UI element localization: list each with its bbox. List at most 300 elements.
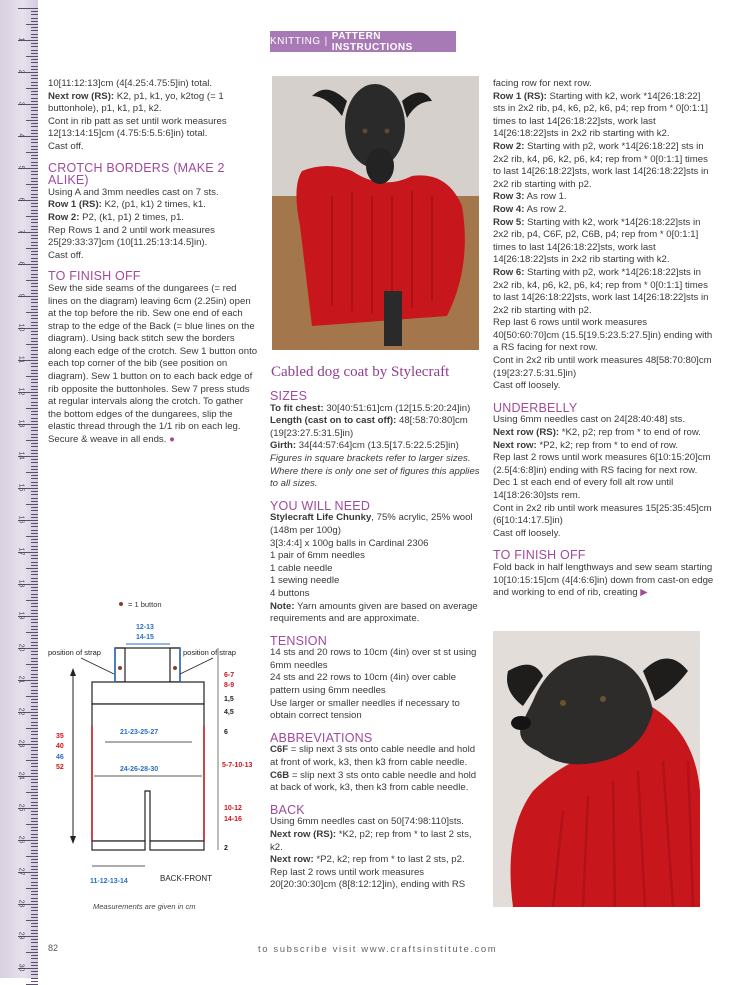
length: Length (cast on to cast off): 48[:58:70:80]cm (19[23:27.5:31.5]in) [270,415,468,439]
ruler-tick [31,917,38,918]
ruler-tick [31,306,38,307]
ruler-tick [31,18,38,19]
ruler-tick [31,389,38,390]
ruler-tick [31,347,38,348]
ruler-tick [31,190,38,191]
ruler-tick [31,130,38,131]
ruler-tick [26,824,38,825]
ruler-tick [31,581,38,582]
ruler-tick [26,24,38,25]
ruler-tick [31,482,38,483]
column-right: facing row for next row. Row 1 (RS): Starting with k2, work *14[26:18:22] sts in 2x2 rib, p4, k6, p2, k6, p4; rep from * 0[0:1:1] times to last 14[26:18:22]sts, work last 14[26:18:22]sts in 2x2 rib starting with k2. Row 2: Starting with p2, work *14[26:18:22] sts in 2x2 rib, k4, p6, k2, p6, k4; rep from * 0[0:1:1] times to last 14[26:18:22]sts, work last 14[26:18:22]sts in 2x2 rib starting with p2. Row 3: As row 1. Row 4: As row 2. Row 5: Starting with k2, work *14[26:18:22]sts in 2x2 rib, p4, C6F, p2, C6B, p4; rep from * 0[0:1:1] times to last 14[26:18:22]sts, work last 14[26:18:22]sts in 2x2 rib starting with k2. Row 6: Starting with p2, work *14[26:18:22]sts in 2x2 rib, k4, p6, k2, p6, k4; rep from * 0[0:1:1] times to last 14[26:18:22]sts, work last 14[26:18:22]sts in 2x2 rib starting with p2. Rep last 6 rows until work measures 40[50:60:70]cm (15.5[19.5:23.5:27.5]in) ending with a RS facing for next row. Cont in 2x2 rib until work measures 48[58:70:80]cm (19[23:27.5:31.5]in) Cast off loosely. UNDERBELLY Using 6mm needles cast on 24[28:40:48] sts. Next row (RS): *K2, p2; rep from * to end of row. Next row: *P2, k2; rep from * to end of row. Rep last 2 rows until work measures 6[10:15:20]cm (2.5[4:6:8]in) ending with RS facing for next row. Dec 1 st each end of every foll alt row until 14[18:26:30]sts rem. Cont in 2x2 rib until work measures 15[25:35:45]cm (6[10:14:17.5]in) Cast off loosely. TO FINISH OFF Fold back in half lengthways and sew seam starting 10[10:15:15]cm (4[4:6:6]in) down from cast-on edge and working to end of rib, creating ▶ [493,78,714,599]
ruler-tick [31,763,38,764]
ruler-tick [31,395,38,396]
ruler-tick [31,594,38,595]
ruler-tick [31,965,38,966]
ruler-tick [31,146,38,147]
ruler-number: 2 [17,69,25,74]
ruler-tick [31,670,38,671]
crotch-intro: Using A and 3mm needles cast on 7 sts. [48,186,219,198]
ruler-tick [31,43,38,44]
page-number: 82 [48,943,59,953]
ruler-tick [26,696,38,697]
ruler-tick [31,891,38,892]
ruler-tick [31,722,38,723]
ruler-tick [31,245,38,246]
ruler-tick [31,814,38,815]
ruler-tick [31,949,38,950]
next-row-instruction: Next row (RS): K2, p1, k1, yo, k2tog (= 1 buttonhole), p1, k1, p1, k2. [48,90,224,115]
ruler-tick [26,376,38,377]
ruler-tick [31,290,38,291]
ruler-number: 27 [17,867,25,876]
ruler-number: 21 [17,675,25,684]
ruler-tick [31,850,38,851]
abbr-heading: ABBREVIATIONS [270,730,373,745]
finish-heading: TO FINISH OFF [48,269,141,284]
ruler-tick [31,709,38,710]
ruler-tick [31,194,38,195]
ruler-tick [31,21,38,22]
ruler-tick [31,302,38,303]
ruler-number: 26 [17,835,25,844]
ruler-tick [31,363,38,364]
ruler-tick [31,754,38,755]
column-left [48,78,258,447]
left-leg-cuff [92,841,145,850]
ruler-tick [31,981,38,982]
ruler-tick [31,779,38,780]
ruler-tick [26,888,38,889]
underbelly-heading: UNDERBELLY [493,400,578,415]
abbr-c6f: C6F = slip next 3 sts onto cable needle and hold at front of work, k3, then k3 from cable needle. [270,744,476,769]
ruler-tick [31,926,38,927]
row-2: Row 2: Starting with p2, work *14[26:18:22] sts in 2x2 rib, k4, p6, k2, p6, k4; rep from * 0[0:1:1] times to last 14[26:18:22]sts, work last 14[26:18:22]sts in 2x2 rib starting with p2. [493,140,709,190]
ruler-tick [31,853,38,854]
crotch-repeat: Rep Rows 1 and 2 until work measures 25[29:33:37]cm (10[11.25:13:14.5]in). [48,224,215,249]
ruler-tick [31,219,38,220]
ruler-tick [31,187,38,188]
ruler-tick [31,59,38,60]
ruler-tick [31,693,38,694]
strap-left-label: position of strap [48,648,101,657]
ruler-tick [31,882,38,883]
end-dot-icon: ● [169,434,175,446]
ruler-tick [31,107,38,108]
ruler-tick [31,494,38,495]
bottom-width: 11-12-13-14 [90,878,128,885]
ruler-tick [31,501,38,502]
ruler-tick [31,629,38,630]
ruler-tick [31,821,38,822]
ruler-number: 5 [17,165,25,170]
ruler-tick [31,421,38,422]
ruler-tick [31,267,38,268]
finish-heading-2: TO FINISH OFF [493,548,586,563]
ruler-tick [31,974,38,975]
ruler-tick [31,507,38,508]
ruler-tick [31,30,38,31]
top-width-a: 12-13 [136,624,154,631]
row-1: Row 1 (RS): Starting with k2, work *14[26:18:22] sts in 2x2 rib, p4, k6, p2, k6, p4; rep from * 0[0:1:1] times to last 14[26:18:22]sts, work last 14[26:18:22]sts in 2x2 rib starting with k2. [493,90,708,140]
ruler-tick [31,370,38,371]
ruler-tick [31,766,38,767]
ruler-tick [31,651,38,652]
ruler-tick [31,34,38,35]
yarn: Stylecraft Life Chunky, 75% acrylic, 25% wool (148m per 100g) [270,512,473,536]
row-5: Row 5: Starting with k2, work *14[26:18:22]sts in 2x2 rib, p4, C6F, p2, C6B, p4; rep from * 0[0:1:1] times to last 14[26:18:22]sts, work last 14[26:18:22]sts in 2x2 rib starting with k2. [493,216,701,266]
yarn-note: Note: Yarn amounts given are based on average requirements and are approximate. [270,600,478,625]
ruler-tick [31,261,38,262]
ruler-tick [31,94,38,95]
cable-needle: 1 cable needle [270,562,333,574]
ruler-tick [31,654,38,655]
dog-photo-2 [493,631,700,907]
ruler-tick [31,933,38,934]
ruler-tick [31,53,38,54]
buttons: 4 buttons [270,587,310,599]
ruler-tick [31,805,38,806]
ruler-tick [31,574,38,575]
ruler-tick [31,798,38,799]
ruler-tick [31,971,38,972]
ruler-tick [26,952,38,953]
ruler-tick [31,133,38,134]
top-width-b: 14-15 [136,634,154,641]
ruler-tick [31,197,38,198]
ruler-tick [31,446,38,447]
ruler-tick [31,222,38,223]
width-label-2: 24-26-28-30 [120,766,159,773]
button-right-icon [173,666,177,670]
sizes-heading: SIZES [270,389,308,403]
button-left-icon [118,666,122,670]
continue-arrow-icon: ▶ [640,587,648,599]
ruler-number: 29 [17,931,25,940]
left-strap [115,648,125,682]
ruler-tick [31,715,38,716]
row-3: Row 3: As row 1. [493,191,567,203]
width-label-1: 21-23-25-27 [120,729,159,736]
ruler-tick [31,229,38,230]
ruler-tick [26,536,38,537]
ruler-tick [31,869,38,870]
right-leg-cuff [150,841,204,850]
ruler-tick [31,286,38,287]
ruler-tick [31,939,38,940]
back-heading: BACK [270,802,305,817]
ruler-number: 25 [17,803,25,812]
ruler-tick [31,843,38,844]
ruler-tick [31,110,38,111]
ruler-tick [26,344,38,345]
ruler-tick [31,142,38,143]
ruler-tick [31,885,38,886]
ruler-number: 7 [17,229,25,234]
ruler-tick [31,309,38,310]
ruler-number: 11 [17,355,25,364]
ruler-tick [31,635,38,636]
ruler-number: 6 [17,197,25,202]
ruler-tick [31,571,38,572]
ruler-tick [31,277,38,278]
ruler-tick [31,690,38,691]
ruler-tick [31,478,38,479]
ruler-tick [31,85,38,86]
finish-text-2: Fold back in half lengthways and sew seam starting 10[10:15:15]cm (4[4:6:6]in) down from cast-on edge and working to end of rib, creating ▶ [493,561,714,599]
ruler-number: 13 [17,419,25,428]
ruler-tick [31,341,38,342]
ruler-tick [31,741,38,742]
ruler-tick [26,632,38,633]
ruler-tick [31,162,38,163]
ruler-tick [31,683,38,684]
ruler-tick [31,318,38,319]
ruler-tick [31,37,38,38]
ruler-tick [31,283,38,284]
ruler-tick [26,88,38,89]
ruler-tick [31,203,38,204]
ruler-tick [31,757,38,758]
ruler-tick [31,901,38,902]
ruler-tick [31,315,38,316]
balls: 3[3:4:4] x 100g balls in Cardinal 2306 [270,537,429,549]
ruler-tick [31,542,38,543]
ruler-tick [31,706,38,707]
ruler-tick [18,8,38,9]
ruler-tick [31,469,38,470]
ruler-tick [31,178,38,179]
ruler-tick [31,386,38,387]
ruler-tick [31,414,38,415]
ruler-tick [31,139,38,140]
waist-rib [92,682,204,704]
ruler-tick [31,725,38,726]
ruler-tick [26,472,38,473]
ruler-tick [31,270,38,271]
ruler-tick [31,562,38,563]
ruler-tick [31,930,38,931]
ruler-number: 4 [17,133,25,138]
ruler-tick [31,914,38,915]
ruler-number: 1 [17,37,25,42]
ruler-tick [31,718,38,719]
ruler-tick [31,910,38,911]
ruler-number: 19 [17,611,25,620]
ruler-tick [31,658,38,659]
ruler-tick [31,174,38,175]
ruler-tick [31,539,38,540]
ruler-tick [31,78,38,79]
ruler-tick [31,398,38,399]
ruler-tick [31,50,38,51]
ruler-tick [31,731,38,732]
ruler-tick [31,475,38,476]
ruler-tick [31,811,38,812]
column-middle: SIZES To fit chest: 30[40:51:61]cm (12[15.5:20:24]in) Length (cast on to cast off): 48[:58:70:80]cm (19[23:27.5:31.5]in) Girth: 34[44:57:64]cm (13.5[17.5:22.5:25]in) Figures in square brackets refer to larger sizes. Where there is only one set of figures this applies to all sizes. YOU WILL NEED Stylecraft Life Chunky, 75% acrylic, 25% wool (148m per 100g) 3[3:4:4] x 100g balls in Cardinal 2306 1 pair of 6mm needles 1 cable needle 1 sewing needle 4 buttons Note: Yarn amounts given are based on average requirements and are approximate. TENSION 14 sts and 20 rows to 10cm (4in) over st st using 6mm needles 24 sts and 22 rows to 10cm (4in) over cable pattern using 6mm needles Use larger or smaller needles if necessary to obtain correct tension ABBREVIATIONS C6F = slip next 3 sts onto cable needle and hold at front of work, k3, then k3 from cable needle. C6B = slip next 3 sts onto cable needle and hold at back of work, k3, then k3 from cable needle. BACK Using 6mm needles cast on 50[74:98:110]sts. Next row (RS): *K2, p2; rep from * to last 2 sts, k2. Next row: *P2, k2; rep from * to last 2 sts, p2. Rep last 2 rows until work measures 20[20:30:30]cm (8[8:12:12]in), ending with RS [270,390,482,892]
ruler-tick [31,418,38,419]
ruler-tick [31,786,38,787]
ruler-tick [26,312,38,313]
ruler-tick [31,955,38,956]
ruler-tick [31,11,38,12]
ruler-tick [31,674,38,675]
dungarees-diagram: = 1 button position of strap position of strap 12-13 14-15 6-7 8-9 1,5 4,5 6 5-7-10-13 10-12 14-16 2 21-23-25-27 24-26-28-30 35 40 46 52 11-12-13-14 BACK-FRONT Measurements are given in cm [48,596,258,916]
ruler-tick [31,514,38,515]
ruler-tick [31,795,38,796]
ruler-tick [26,152,38,153]
ruler-tick [31,510,38,511]
ruler-tick [26,728,38,729]
ruler-number: 12 [17,387,25,396]
ruler-tick [31,411,38,412]
ruler-tick [31,158,38,159]
ruler-tick [31,443,38,444]
ruler-number: 17 [17,547,25,556]
ruler-number: 3 [17,101,25,106]
ruler-tick [31,350,38,351]
ruler-tick [31,613,38,614]
ruler-number: 24 [17,771,25,780]
ruler-tick [31,702,38,703]
section-header: KNITTING | PATTERN INSTRUCTIONS [270,31,456,52]
ruler-tick [31,747,38,748]
ruler-tick [31,62,38,63]
ruler-tick [26,248,38,249]
ruler-tick [26,504,38,505]
row-6: Row 6: Starting with p2, work *14[26:18:22]sts in 2x2 rib, k4, p6, k2, p6, k4; rep from * 0[0:1:1] times to last 14[26:18:22]sts, work last 14[26:18:22]sts in 2x2 rib starting with p2. [493,266,709,316]
ruler-tick [31,699,38,700]
ruler-tick [26,920,38,921]
ruler-tick [31,485,38,486]
ruler-tick [31,402,38,403]
legend-button-icon [119,602,123,606]
ruler-tick [31,254,38,255]
ruler-tick [31,434,38,435]
ruler-tick [31,587,38,588]
ruler-number: 14 [17,451,25,460]
ruler-tick [31,293,38,294]
ruler-tick [31,117,38,118]
ruler-tick [31,114,38,115]
ruler-tick [31,907,38,908]
ruler-tick [31,517,38,518]
ruler-tick [31,958,38,959]
ruler-tick [31,606,38,607]
need-heading: YOU WILL NEED [270,498,371,513]
subscribe-text: to subscribe visit www.craftsinstitute.com [258,944,498,955]
ruler-tick [31,373,38,374]
ruler-tick [31,878,38,879]
ruler-tick [31,155,38,156]
crotch-row1: Row 1 (RS): K2, (p1, k1) 2 times, k1. [48,199,206,211]
crotch-heading: CROTCH BORDERS (MAKE 2 ALIKE) [48,160,225,188]
ruler-tick [26,856,38,857]
ruler-number: 30 [17,963,25,972]
right-strap [170,648,180,682]
ruler-tick [31,123,38,124]
ruler-tick [31,149,38,150]
ruler-tick [31,251,38,252]
sewing-needle: 1 sewing needle [270,575,340,587]
ruler-tick [31,181,38,182]
ruler-tick [31,734,38,735]
ruler-tick [31,523,38,524]
section-title: PATTERN INSTRUCTIONS [331,30,413,53]
finish-text: Sew the side seams of the dungarees (= red lines on the diagram) leaving 6cm (2.25in) open at the top before the rib. Sew one end of each strap to the edge of the Back (= blue lines on the diagram). Using back stitch sew the borders along each edge of the crotch. Sew 1 button onto each top corner of the bib (see position on diagram). Sew 1 button on to each back edge of rib opposite the buttonholes. Sew 7 press studs at regular intervals along the crotch. To gather the bottom edges of the dungarees, slip the elastic thread through the 1/1 rib on each leg. Secure & weave in all ends. ● [48,282,258,446]
abbr-c6b: C6B = slip next 3 sts onto cable needle and hold at back of work, k3, then k3 from cable needle. [270,769,477,794]
ruler-number: 8 [17,261,25,266]
tension-heading: TENSION [270,633,327,648]
ruler-tick [31,830,38,831]
needles: 1 pair of 6mm needles [270,550,365,562]
ruler-number: 15 [17,483,25,492]
ruler-tick [31,354,38,355]
ruler-tick [31,622,38,623]
crotch-cast-off: Cast off. [48,249,84,261]
page-ruler [0,0,38,978]
ruler-tick [31,379,38,380]
ruler-tick [31,846,38,847]
ruler-tick [31,437,38,438]
ruler-tick [31,299,38,300]
ruler-tick [31,427,38,428]
ruler-tick [31,533,38,534]
ruler-number: 16 [17,515,25,524]
ruler-tick [31,126,38,127]
ruler-tick [31,430,38,431]
ruler-tick [31,827,38,828]
ruler-tick [31,14,38,15]
ruler-tick [31,491,38,492]
ruler-tick [31,338,38,339]
row-4: Row 4: As row 2. [493,203,567,215]
ruler-tick [31,645,38,646]
ruler-tick [31,331,38,332]
ruler-tick [31,686,38,687]
photo-caption: Cabled dog coat by Stylecraft [271,364,450,380]
ruler-tick [31,962,38,963]
ruler-tick [31,242,38,243]
ruler-tick [31,334,38,335]
ruler-number: 20 [17,643,25,652]
ruler-tick [26,216,38,217]
ruler-tick [31,27,38,28]
ruler-tick [31,235,38,236]
ruler-tick [31,565,38,566]
ruler-tick [31,462,38,463]
ruler-tick [26,792,38,793]
ruler-tick [26,440,38,441]
ruler-tick [31,66,38,67]
ruler-tick [31,818,38,819]
ruler-tick [31,750,38,751]
ruler-tick [31,226,38,227]
ruler-tick [31,802,38,803]
ruler-tick [31,322,38,323]
ruler-tick [31,258,38,259]
ruler-tick [31,171,38,172]
ruler-tick [31,859,38,860]
ruler-tick [31,642,38,643]
ruler-tick [31,357,38,358]
back-front-label: BACK-FRONT [160,874,212,883]
ruler-tick [31,325,38,326]
sizes-note: Figures in square brackets refer to larger sizes. Where there is only one set of figures this applies to all sizes. [270,452,480,490]
ruler-number: 10 [17,323,25,332]
ruler-tick [31,667,38,668]
ruler-tick [31,466,38,467]
